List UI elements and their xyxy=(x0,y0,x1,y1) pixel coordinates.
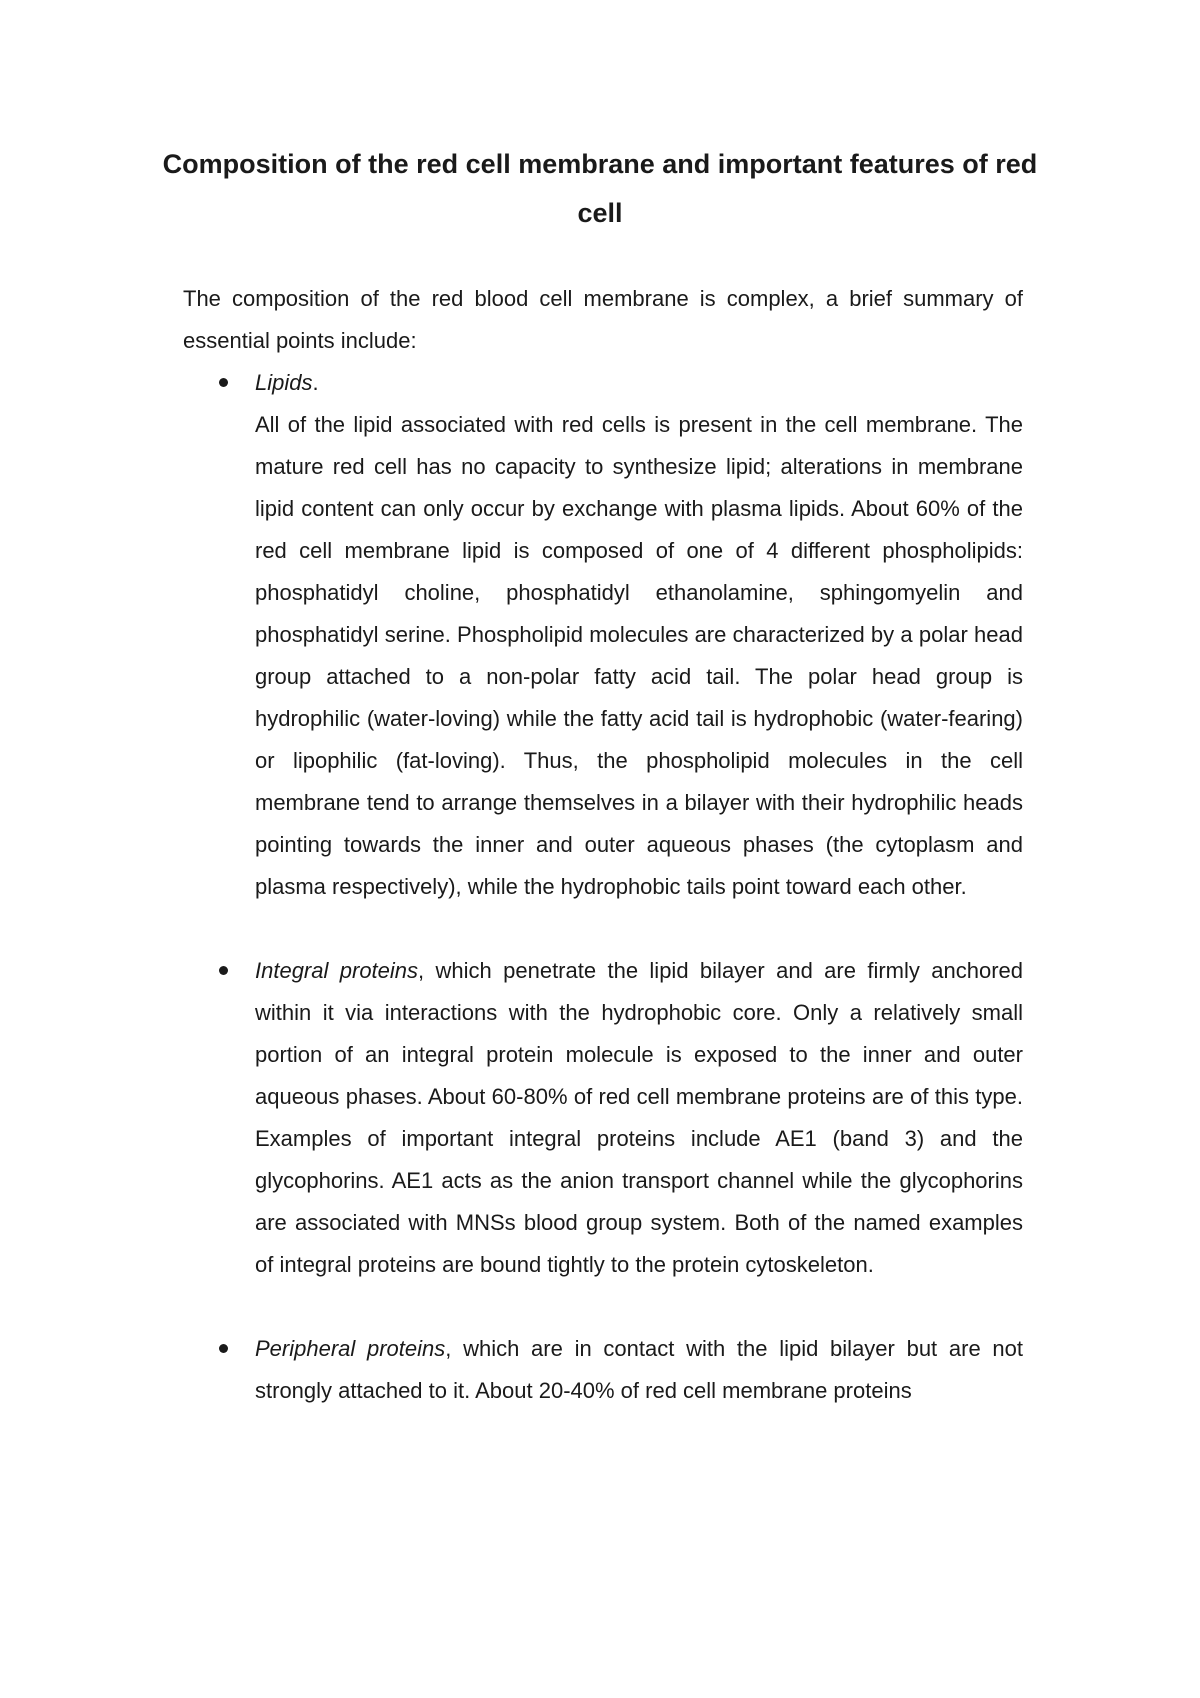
bullet-item-lipids xyxy=(183,362,1023,908)
bullet-item-integral-proteins xyxy=(183,950,1023,1286)
intro-paragraph: The composition of the red blood cell membrane is complex, a brief summary of essential points include: xyxy=(183,286,1023,353)
bullet-body: All of the lipid associated with red cells is present in the cell membrane. The mature red cell has no capacity to synthesize lipid; alterations in membrane lipid content can only occur by exchange with plasma lipids. About 60% of the red cell membrane lipid is composed of one of 4 different phospholipids: phosphatidyl choline, phosphatidyl ethanolamine, sphingomyelin and phosphatidyl serine. Phospholipid molecules are characterized by a polar head group attached to a non-polar fatty acid tail. The polar head group is hydrophilic (water-loving) while the fatty acid tail is hydrophobic (water-fearing) or lipophilic (fat-loving). Thus, the phospholipid molecules in the cell membrane tend to arrange themselves in a bilayer with their hydrophilic heads pointing towards the inner and outer aqueous phases (the cytoplasm and plasma respectively), while the hydrophobic tails point toward each other. xyxy=(255,412,1023,899)
bullet-term-suffix: . xyxy=(312,370,319,395)
bullet-text: , which are in contact with the lipid bilayer but are not strongly attached to it. About 20-40% of red cell membrane proteins xyxy=(255,1336,1023,1403)
bullet-term: Lipids xyxy=(255,370,313,395)
bullet-term: Peripheral proteins xyxy=(255,1336,446,1361)
bullet-icon xyxy=(219,1344,228,1353)
bullet-icon xyxy=(219,966,228,975)
bullet-text: , which penetrate the lipid bilayer and are firmly anchored within it via interactions with the hydrophobic core. Only a relatively small portion of an integral protein molecule is exposed to the inner and outer aqueous phases. About 60-80% of red cell membrane proteins are of this type. Examples of important integral proteins include AE1 (band 3) and the glycophorins. AE1 acts as the anion transport channel while the glycophorins are associated with MNSs blood group system. Both of the named examples of integral proteins are bound tightly to the protein cytoskeleton. xyxy=(255,958,1024,1277)
document-title: Composition of the red cell membrane and important features of red cell xyxy=(162,149,1038,228)
bullet-icon xyxy=(219,378,228,387)
bullet-term: Integral proteins xyxy=(255,958,419,983)
bullet-list xyxy=(183,362,1023,1412)
bullet-item-peripheral-proteins xyxy=(183,1328,1023,1412)
